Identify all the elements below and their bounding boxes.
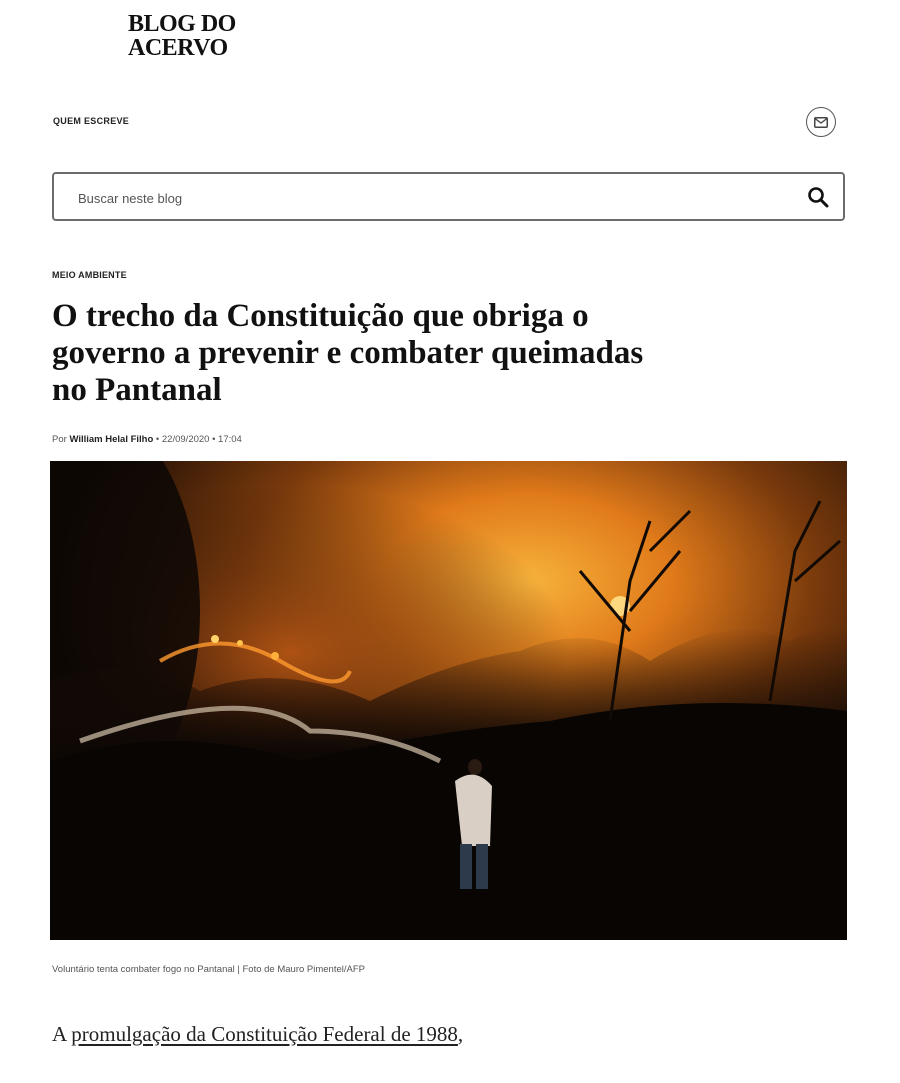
article-lead-paragraph xyxy=(52,1022,852,1047)
search-button[interactable] xyxy=(805,184,831,210)
article-byline xyxy=(52,434,242,445)
blog-logo[interactable] xyxy=(128,12,236,60)
article-title: O trecho da Constituição que obriga o governo a prevenir e combater queimadas no Pantanal xyxy=(52,298,644,408)
constitution-link[interactable]: promulgação da Constituição Federal de 1988 xyxy=(71,1022,458,1046)
byline-date: • 22/09/2020 • 17:04 xyxy=(153,434,242,445)
magnifier-icon xyxy=(807,186,829,208)
envelope-icon xyxy=(814,117,828,128)
byline-prefix: Por xyxy=(52,434,70,445)
hero-image xyxy=(50,461,847,940)
search-input[interactable] xyxy=(76,184,780,212)
logo-line-2: ACERVO xyxy=(128,35,228,61)
newsletter-button[interactable] xyxy=(806,107,836,137)
lead-start: A xyxy=(52,1022,72,1046)
lead-end: , xyxy=(457,1022,464,1046)
author-link[interactable]: William Helal Filho xyxy=(69,434,154,445)
article-category-link[interactable]: MEIO AMBIENTE xyxy=(52,270,127,280)
who-writes-link[interactable]: QUEM ESCREVE xyxy=(53,116,130,126)
search-box xyxy=(52,172,845,221)
logo-line-1: BLOG DO xyxy=(128,11,236,37)
image-caption: Voluntário tenta combater fogo no Pantanal | Foto de Mauro Pimentel/AFP xyxy=(52,964,365,975)
